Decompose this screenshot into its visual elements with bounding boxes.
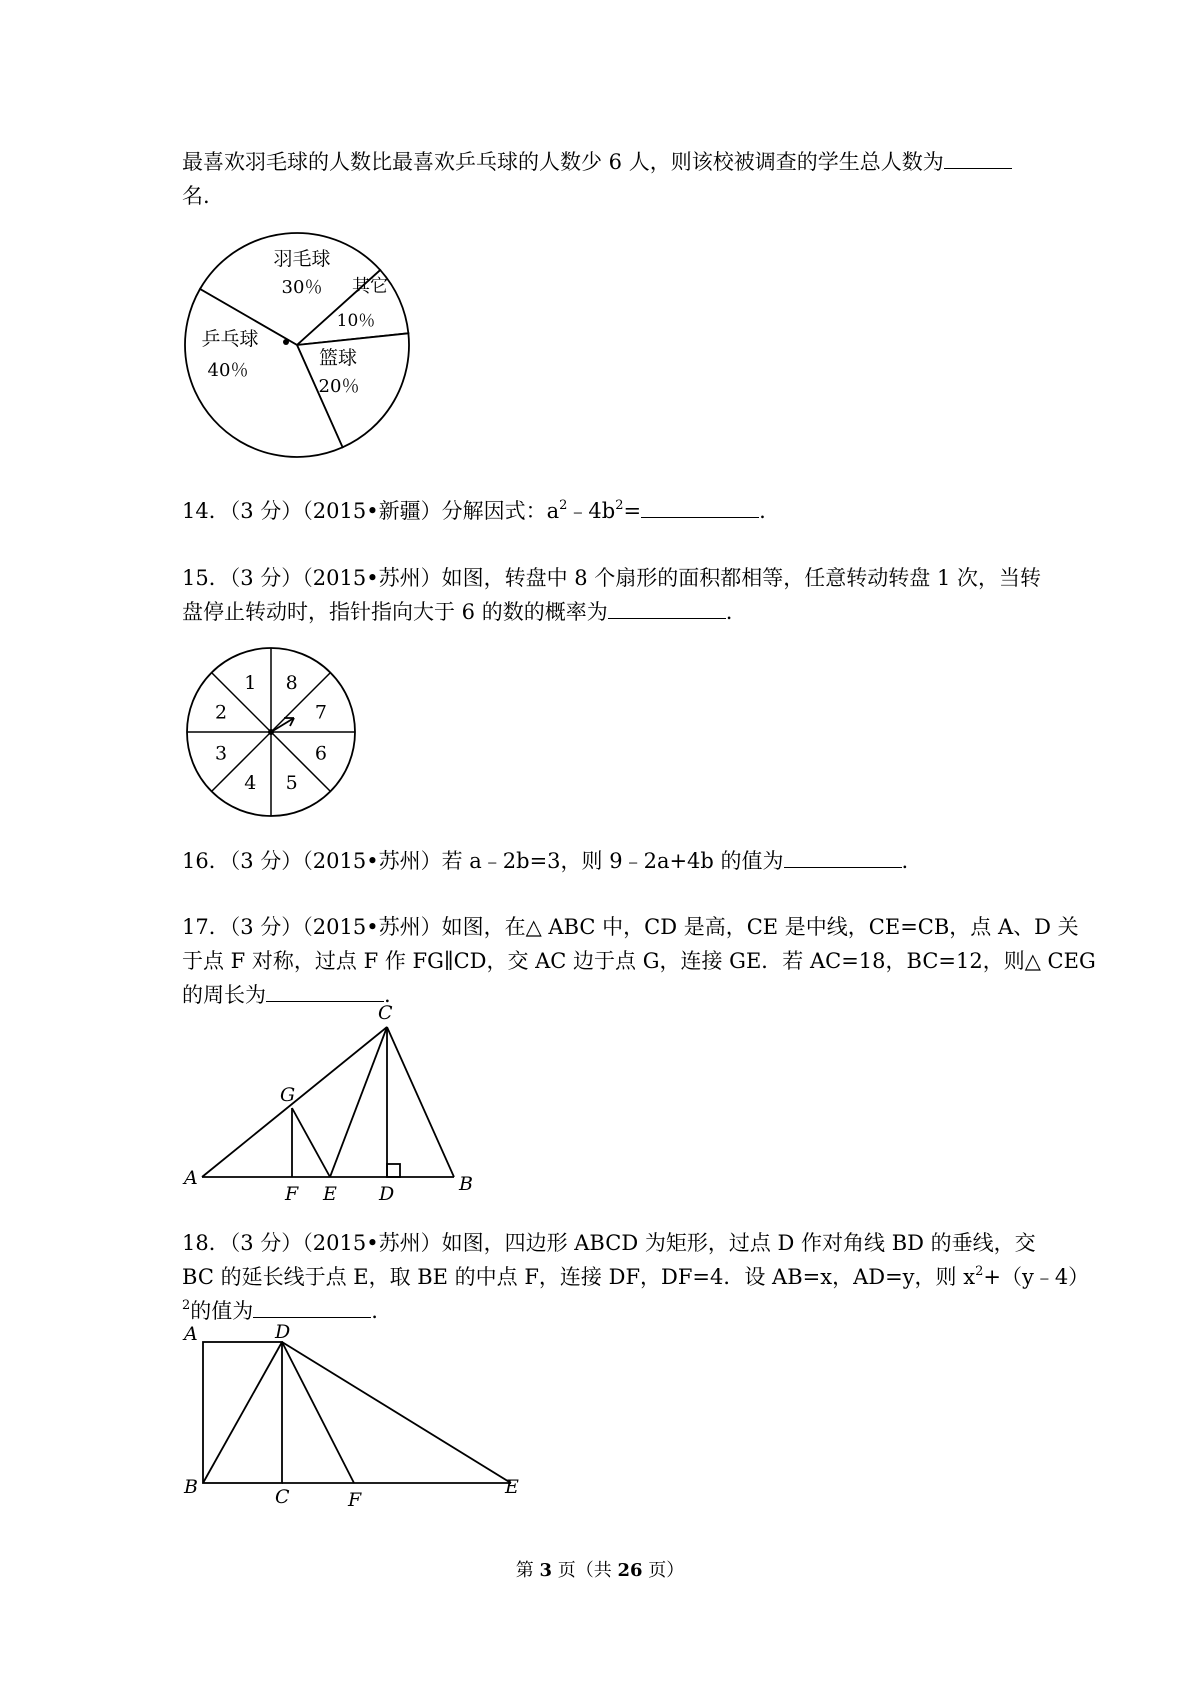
- spinner-number-8: 8: [285, 672, 298, 695]
- pie-value-other: 10％: [336, 311, 376, 331]
- pie-value-pingpong: 40％: [207, 360, 249, 381]
- footer-post: 页）: [642, 1560, 685, 1581]
- q16-end: .: [901, 849, 909, 873]
- label-B: B: [184, 1476, 198, 1498]
- q17-text2: 于点 F 对称，过点 F 作 FG∥CD，交 AC 边于点 G，连接 GE．若 AC=18，BC=12，则△ CEG: [182, 949, 1096, 973]
- answer-blank: [944, 146, 1012, 169]
- answer-blank: [784, 845, 902, 868]
- q17-text1: 17．（3 分）（2015•苏州）如图，在△ ABC 中，CD 是高，CE 是中线，CE=CB，点 A、D 关: [182, 915, 1079, 939]
- spinner-diagram: [182, 644, 360, 820]
- rectangle-diagram: [182, 1320, 522, 1511]
- q18-line2: [182, 1260, 1090, 1294]
- label-D: D: [275, 1321, 291, 1343]
- q15-text: 15．（3 分）（2015•苏州）如图，转盘中 8 个扇形的面积都相等，任意转动转盘 1 次，当转: [182, 566, 1042, 590]
- label-F: F: [348, 1489, 362, 1511]
- q17-line1: [182, 910, 1079, 944]
- spinner-number-7: 7: [314, 701, 327, 724]
- q14-eq: =: [623, 499, 642, 523]
- pie-label-badminton: 羽毛球: [273, 248, 331, 270]
- q13-text-end: 名.: [182, 184, 210, 208]
- q14-exp1: 2: [559, 498, 568, 513]
- q14-end: .: [759, 499, 766, 523]
- q17-end: .: [384, 983, 391, 1007]
- pie-center-dot: [283, 339, 289, 345]
- q18-text1: 18．（3 分）（2015•苏州）如图，四边形 ABCD 为矩形，过点 D 作对角线 BD 的垂线，交: [182, 1231, 1036, 1255]
- spinner-number-3: 3: [215, 742, 228, 765]
- pie-chart: [182, 230, 412, 460]
- q18-text3: 的值为: [190, 1299, 254, 1323]
- q18-text2b: +（y﹣4）: [983, 1265, 1090, 1289]
- label-B: B: [459, 1173, 473, 1195]
- footer-page: 3: [539, 1560, 552, 1581]
- label-G: G: [280, 1084, 296, 1106]
- q18-exp-x: 2: [975, 1264, 984, 1279]
- page-footer: [0, 1556, 1200, 1582]
- pie-label-pingpong: 乒乓球: [201, 328, 259, 350]
- q15-text2: 盘停止转动时，指针指向大于 6 的数的概率为: [182, 600, 608, 624]
- answer-blank: [253, 1295, 371, 1318]
- label-E: E: [323, 1183, 337, 1205]
- label-D: D: [379, 1183, 395, 1205]
- pie-value-basketball: 20％: [318, 376, 360, 397]
- q15-line2: [182, 595, 1032, 629]
- label-A: A: [184, 1323, 198, 1345]
- q18-exp-y: 2: [182, 1298, 191, 1313]
- pie-label-other: 其它: [352, 276, 388, 297]
- triangle-diagram: [182, 1000, 482, 1205]
- q16-text: 16．（3 分）（2015•苏州）若 a﹣2b=3，则 9﹣2a+4b 的值为: [182, 849, 784, 873]
- answer-blank: [266, 979, 384, 1002]
- spinner-number-2: 2: [215, 701, 228, 724]
- label-C: C: [378, 1002, 393, 1024]
- q14-exp2: 2: [615, 498, 624, 513]
- label-F: F: [285, 1183, 299, 1205]
- q14-prefix: 14．（3 分）（2015•新疆）分解因式：a: [182, 499, 560, 523]
- pie-value-badminton: 30％: [281, 277, 323, 298]
- q14-mid: ﹣4b: [567, 499, 616, 523]
- spinner-number-4: 4: [244, 771, 257, 794]
- footer-total: 26: [617, 1560, 643, 1581]
- q15-end: .: [725, 600, 733, 624]
- q15-line1: [182, 561, 1042, 595]
- footer-mid: 页（共: [552, 1560, 618, 1581]
- q13-line2: [182, 179, 1032, 213]
- q13-line1: [182, 145, 1032, 179]
- spinner-number-5: 5: [285, 771, 298, 794]
- q18-line1: [182, 1226, 1036, 1260]
- label-A: A: [184, 1167, 198, 1189]
- q17-text3: 的周长为: [182, 983, 266, 1007]
- answer-blank: [608, 596, 726, 619]
- label-E: E: [505, 1476, 519, 1498]
- q16: [182, 844, 1032, 878]
- answer-blank: [641, 495, 759, 518]
- q13-text: 最喜欢羽毛球的人数比最喜欢乒乓球的人数少 6 人，则该校被调查的学生总人数为: [182, 150, 944, 174]
- q17-line2: [182, 944, 1096, 978]
- q18-text2a: BC 的延长线于点 E，取 BE 的中点 F，连接 DF，DF=4．设 AB=x，AD=y，则 x: [182, 1265, 976, 1289]
- q18-end: .: [371, 1299, 378, 1323]
- spinner-number-1: 1: [244, 672, 257, 695]
- label-C: C: [275, 1486, 290, 1508]
- q14: [182, 494, 1032, 528]
- pie-label-basketball: 篮球: [318, 347, 358, 369]
- spinner-number-6: 6: [314, 742, 327, 765]
- footer-pre: 第: [515, 1560, 540, 1581]
